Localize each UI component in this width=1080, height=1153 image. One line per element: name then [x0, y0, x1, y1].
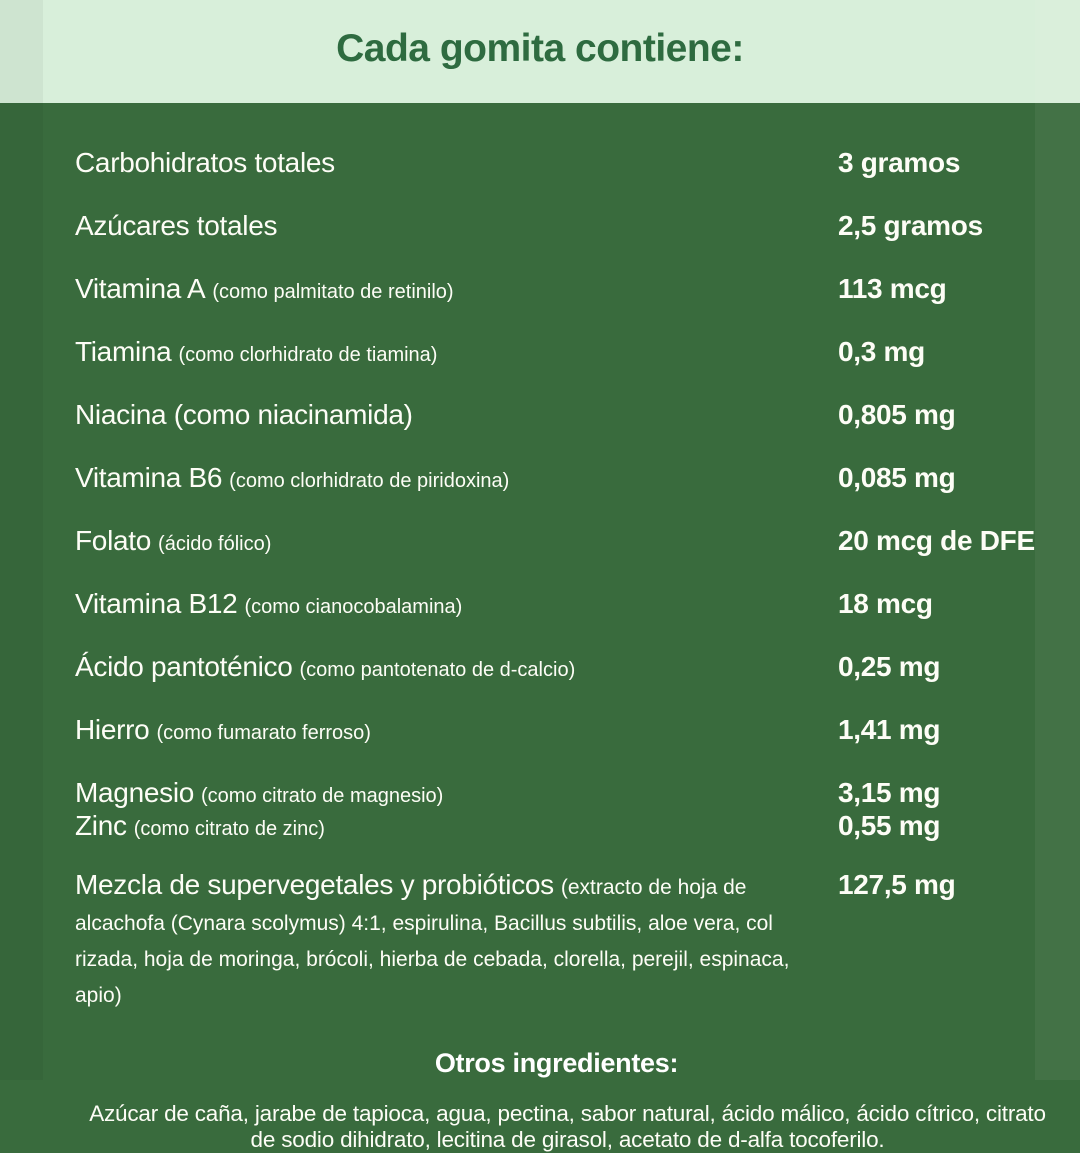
- table-row: [75, 337, 1038, 370]
- nutrient-value: 127,5 mg: [838, 869, 956, 900]
- other-ingredients-section: [75, 1048, 1046, 1153]
- table-row: [75, 148, 1038, 181]
- nutrient-label: Ácido pantoténico: [75, 651, 293, 682]
- nutrient-label: Azúcares totales: [75, 210, 278, 241]
- nutrient-qualifier: (como clorhidrato de piridoxina): [229, 470, 510, 492]
- nutrient-value: 0,25 mg: [838, 651, 941, 682]
- nutrient-qualifier: (como clorhidrato de tiamina): [178, 344, 438, 366]
- nutrient-label: Vitamina B6: [75, 462, 223, 493]
- nutrient-label: Mezcla de supervegetales y probióticos: [75, 869, 554, 900]
- nutrition-panel: [0, 103, 1080, 1152]
- nutrient-qualifier: (extracto de hoja de alcachofa (Cynara scolymus) 4:1, espirulina, Bacillus subtilis, aloe vera, col rizada, hoja de moringa, brócoli, hierba de cebada, clorella, perejil, espinaca, apio): [75, 876, 790, 1007]
- nutrient-value: 0,3 mg: [838, 336, 925, 367]
- nutrient-label: Hierro: [75, 714, 150, 745]
- other-ingredients-text: Azúcar de caña, jarabe de tapioca, agua, pectina, sabor natural, ácido málico, ácido cítrico, citrato de sodio dihidrato, lecitina de girasol, acetato de d-alfa tocoferilo.: [89, 1101, 1046, 1152]
- table-row: [75, 463, 1038, 496]
- nutrient-qualifier: (como citrato de magnesio): [201, 785, 444, 807]
- nutrient-qualifier: (como pantotenato de d-calcio): [299, 659, 576, 681]
- nutrient-label: Vitamina A: [75, 273, 206, 304]
- nutrient-name: [75, 652, 838, 685]
- nutrient-value: 20 mcg de DFE: [838, 525, 1035, 556]
- nutrient-name: [75, 274, 838, 307]
- nutrient-name: [75, 868, 838, 1012]
- nutrient-value: 0,805 mg: [838, 399, 956, 430]
- page-title: Cada gomita contiene:: [336, 26, 744, 70]
- table-row: [75, 652, 1038, 685]
- nutrient-name: [75, 778, 838, 811]
- nutrient-table: [75, 148, 1038, 1012]
- nutrient-value: 2,5 gramos: [838, 210, 983, 241]
- nutrient-label: Vitamina B12: [75, 588, 238, 619]
- nutrient-qualifier: (como cianocobalamina): [244, 596, 463, 618]
- nutrient-value: 3,15 mg: [838, 777, 941, 808]
- nutrient-name: [75, 589, 838, 622]
- nutrient-name: [75, 526, 838, 559]
- nutrient-value: 0,55 mg: [838, 810, 941, 841]
- nutrient-name: [75, 148, 838, 181]
- table-row: [75, 778, 1038, 811]
- nutrient-name: [75, 715, 838, 748]
- other-ingredients-heading: Otros ingredientes:: [434, 1048, 679, 1078]
- header-band: [0, 0, 1080, 103]
- table-row: [75, 589, 1038, 622]
- nutrient-name: [75, 463, 838, 496]
- nutrient-label: Niacina (como niacinamida): [75, 399, 413, 430]
- table-row: [75, 400, 1038, 433]
- table-row: [75, 868, 1038, 1012]
- nutrient-label: Folato: [75, 525, 152, 556]
- nutrient-qualifier: (como fumarato ferroso): [156, 722, 371, 744]
- nutrient-value: 0,085 mg: [838, 462, 956, 493]
- nutrient-value: 3 gramos: [838, 147, 961, 178]
- nutrient-qualifier: (como palmitato de retinilo): [212, 281, 454, 303]
- nutrient-name: [75, 811, 838, 844]
- nutrient-label: Tiamina: [75, 336, 172, 367]
- table-row: [75, 811, 1038, 844]
- nutrient-qualifier: (como citrato de zinc): [133, 818, 325, 840]
- table-row: [75, 715, 1038, 748]
- nutrient-label: Magnesio: [75, 777, 195, 808]
- table-row: [75, 211, 1038, 244]
- nutrient-qualifier: (ácido fólico): [158, 533, 272, 555]
- nutrient-name: [75, 337, 838, 370]
- nutrient-label: Zinc: [75, 810, 127, 841]
- nutrient-value: 18 mcg: [838, 588, 933, 619]
- nutrient-name: [75, 400, 838, 433]
- nutrient-label: Carbohidratos totales: [75, 147, 335, 178]
- nutrient-value: 1,41 mg: [838, 714, 941, 745]
- nutrient-name: [75, 211, 838, 244]
- table-row: [75, 526, 1038, 559]
- table-row: [75, 274, 1038, 307]
- nutrient-value: 113 mcg: [838, 273, 947, 304]
